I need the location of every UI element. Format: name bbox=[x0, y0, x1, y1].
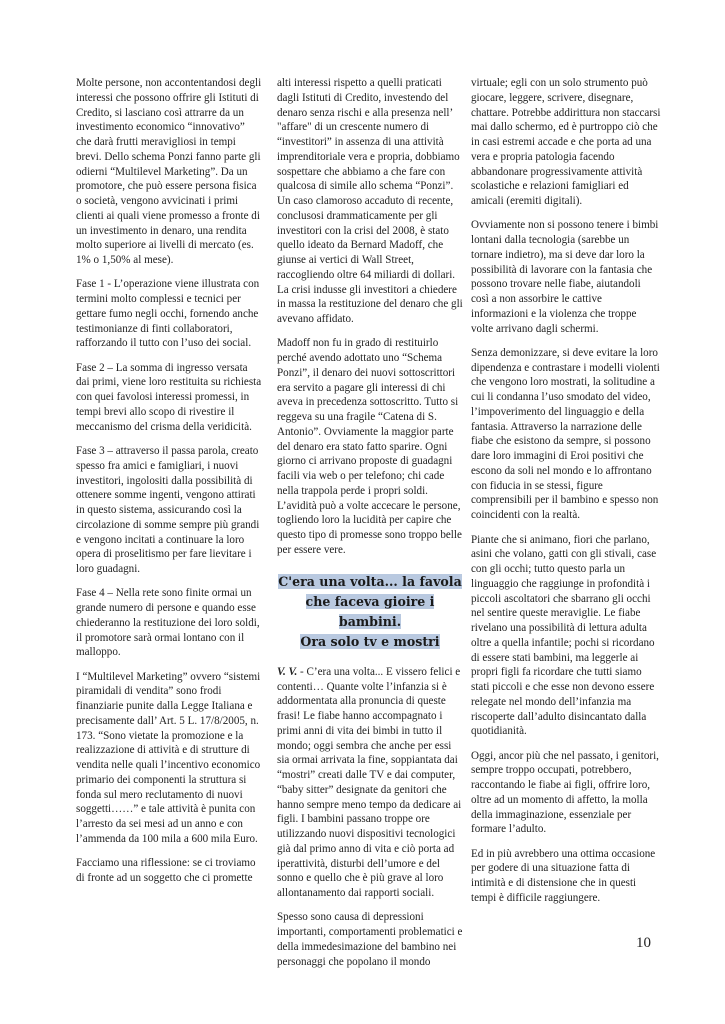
paragraph: Senza demonizzare, si deve evitare la loro dipendenza e contrastare i modelli violenti che vengono loro mostrati, la solitudine a cui li condanna l’uso smodato del video, l’impoverimento del linguaggio e della fantasia. Attraverso la narrazione delle fiabe che esistono da sempre, si possono dare loro immagini di Eroi positivi che escono da soli nel mondo e lo affrontano con fiducia in se stessi, figure comprensibili per il bambino e spesso non coincidenti con la realtà. bbox=[471, 346, 660, 522]
paragraph: I “Multilevel Marketing” ovvero “sistemi piramidali di vendita” sono frodi finanziarie punite dalla Legge Italiana e precisamente dall’ Art. 5 L. 17/8/2005, n. 173. “Sono vietate la promozione e la realizzazione di attività e di strutture di vendita nelle quali l’incentivo economico primario dei componenti la struttura si fonda sul mero reclutamento di nuovi soggetti……” e tale attività è punita con l’arresto da sei mesi ad un anno e con l’ammenda da 100 mila a 600 mila Euro. bbox=[76, 670, 261, 845]
page-number: 10 bbox=[636, 935, 651, 951]
paragraph: alti interessi rispetto a quelli praticati dagli Istituti di Credito, investendo del denaro senza rischi e alla presenza nell’ "affare" di un crescente numero di “investitori” in assenza di una attività imprenditoriale vera e propria, dobbiamo sospettare che abbiamo a che fare con qualcosa di simile allo schema “Ponzi”. Un caso clamoroso accaduto di recente, conclusosi drammaticamente per gli investitori con la crisi del 2008, è stato quello ideato da Bernard Madoff, che giunse ai vertici di Wall Street, raccogliendo oltre 64 miliardi di dollari. La crisi indusse gli investitori a chiedere in massa la restituzione del denaro che gli avevano affidato. bbox=[277, 77, 463, 325]
author-byline: V. V. bbox=[277, 665, 298, 678]
article-heading-line: C'era una volta... la favola bbox=[278, 573, 462, 589]
article-heading bbox=[277, 572, 463, 653]
paragraph: Molte persone, non accontentandosi degli interessi che possono offrire gli Istituti di Credito, si lasciano così attrarre da un investimento economico “innovativo” che darà frutti meravigliosi in tempi brevi. Dello schema Ponzi fanno parte gli odierni “Multilevel Marketing”. Da un promotore, che può essere persona fisica o società, vengono avvicinati i primi clienti ai quali viene promesso a fronte di un investimento in denaro, una rendita molto superiore ai livelli di mercato (es. 1% o 1,50% al mese). bbox=[76, 77, 262, 266]
paragraph: virtuale; egli con un solo strumento può giocare, leggere, scrivere, disegnare, chattare. Potrebbe addirittura non staccarsi mai dallo schermo, ed è purtroppo ciò che in casi estremi accade e che porta ad una vera e propria patologia facendo abbandonare progressivamente attività scolastiche e relazioni famigliari ed amicali (eremiti digitali). bbox=[471, 77, 661, 207]
text-column-left bbox=[76, 76, 262, 895]
paragraph: Ovviamente non si possono tenere i bimbi lontani dalla tecnologia (sarebbe un tornare indietro), ma si deve dar loro la possibilità di lavorare con la fantasia che possono trovare nelle fiabe, aiutandoli così a non assorbire le cattive informazioni e la violenza che troppe volte arrivano dagli schermi. bbox=[471, 219, 659, 335]
article-paragraph: Spesso sono causa di depressioni importanti, comportamenti problematici e della immedesimazione del bambino nei personaggi che popolano il mondo bbox=[277, 911, 463, 968]
text-column-middle bbox=[277, 76, 463, 979]
paragraph: Piante che si animano, fiori che parlano, asini che volano, gatti con gli stivali, case con gli occhi; tutto questo parla un linguaggio che raggiunge in profondità i piccoli ascoltatori che sbarrano gli occhi nel sentire queste meraviglie. Le fiabe rivelano una possibilità di lettura adulta oltre a quella infantile; pochi si ricordano di essere stati bambini, ma leggerle ai propri figli fa ricordare che tutti siamo stati piccoli e che esse non devono essere relegate nel mondo dell’infanzia ma riscoperte dall’adulto disincantato dalla quotidianità. bbox=[471, 533, 657, 738]
paragraph: Oggi, ancor più che nel passato, i genitori, sempre troppo occupati, potrebbero, raccontando le fiabe ai figli, offrire loro, oltre ad un momento di affetto, la molla della immaginazione, essenziale per formare l’adulto. bbox=[471, 749, 659, 836]
article-paragraph-text: - C’era una volta... E vissero felici e contenti… Quante volte l’infanzia si è addormentata alla pronuncia di queste frasi! Le fiabe hanno accompagnato i primi anni di vita dei bimbi in tutto il mondo; oggi sembra che anche per essi sia ormai arrivata la fine, soppiantata dai “mostri” creati dalle TV e dai computer, “baby sitter” designate da genitori che hanno sempre meno tempo da dedicare ai figli. I bambini passano troppe ore utilizzando nuovi dispositivi tecnologici già dal primo anno di vita e ciò porta ad iperattività, disturbi dell’umore e del sonno e quello che è più grave al loro allontanamento dai rapporti sociali. bbox=[277, 665, 462, 900]
paragraph-fase-1: Fase 1 - L’operazione viene illustrata con termini molto complessi e tecnici per gettare fumo negli occhi, fornendo anche testimonianze di finti collaboratori, rafforzando il tutto con l’uso dei social. bbox=[76, 278, 260, 350]
paragraph-fase-2: Fase 2 – La somma di ingresso versata dai primi, viene loro restituita su richiesta con quei favolosi interessi promessi, in tempi brevi allo scopo di rivestire il meccanismo del crisma della veridicità. bbox=[76, 361, 262, 433]
article-heading-line: Ora solo tv e mostri bbox=[300, 634, 440, 650]
paragraph-fase-4: Fase 4 – Nella rete sono finite ormai un grande numero di persone e quando esse chiederanno la restituzione dei loro soldi, il promotore sarà ormai lontano con il malloppo. bbox=[76, 587, 260, 659]
paragraph-fase-3: Fase 3 – attraverso il passa parola, creato spesso fra amici e famigliari, i nuovi investitori, ingolositi dalla possibilità di ottenere somme ingenti, vengono attirati in questo sistema, assicurando così la circolazione di somme sempre più grandi e vengono incitati a continuare la loro opera di proselitismo per fare lievitare i loro guadagni. bbox=[76, 445, 260, 576]
paragraph: Madoff non fu in grado di restituirlo perché avendo adottato uno “Schema Ponzi”, il denaro dei nuovi sottoscrittori era servito a pagare gli interessi di chi aveva in precedenza sottoscritto. Tutto si reggeva su una fragile “Catena di S. Antonio”. Ovviamente la maggior parte del denaro era stato fatto sparire. Ogni giorno ci arrivano proposte di guadagni facili via web o per telefono; chi cade nella trappola perde i propri soldi. L’avidità può a volte accecare le persone, togliendo loro la lucidità per capire che questo tipo di promesse sono troppo belle per essere vere. bbox=[277, 337, 462, 556]
article-paragraph bbox=[277, 665, 463, 901]
text-column-right bbox=[471, 76, 661, 915]
paragraph: Ed in più avrebbero una ottima occasione per godere di una situazione fatta di intimità e di distensione che in questi tempi è difficile raggiungere. bbox=[471, 847, 656, 904]
paragraph: Facciamo una riflessione: se ci troviamo di fronte ad un soggetto che ci promette bbox=[76, 857, 256, 885]
article-heading-line: che faceva gioire i bambini. bbox=[305, 593, 435, 630]
